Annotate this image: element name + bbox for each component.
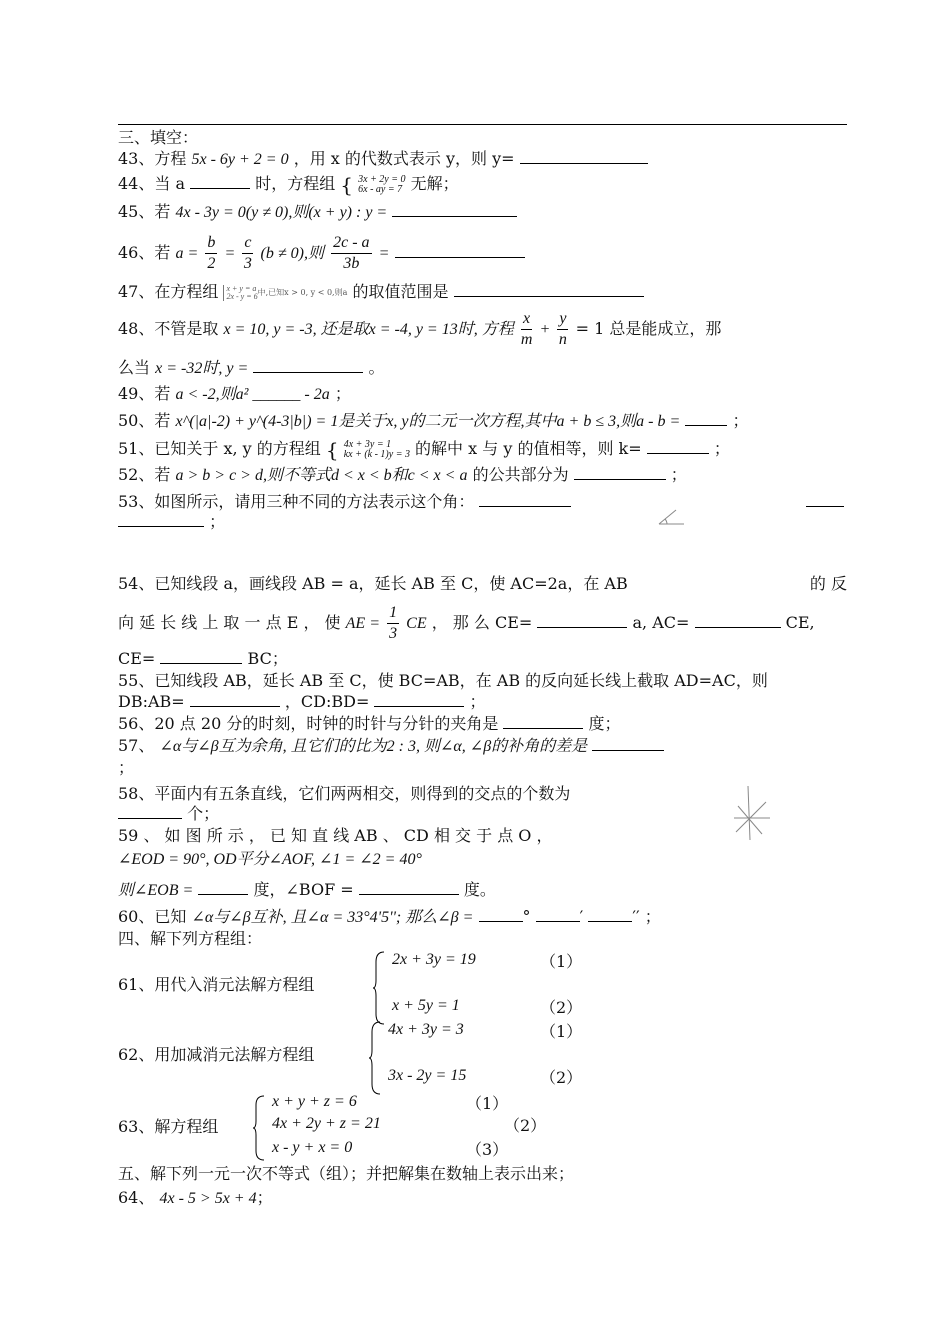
q43-text: 43、方程 bbox=[118, 149, 187, 168]
q46-numerator-3: 2c - a bbox=[331, 233, 371, 254]
q62-label-1: （1） bbox=[540, 1022, 583, 1041]
q46-denominator-2: 3 bbox=[243, 255, 252, 272]
question-59-line-2: ∠EOD = 90°, OD平分∠AOF, ∠1 = ∠2 = 40° bbox=[118, 851, 422, 868]
q44-system bbox=[358, 175, 405, 195]
question-53 bbox=[118, 492, 571, 512]
q46-fraction-c-over-3 bbox=[242, 233, 253, 274]
q51-brace: { bbox=[325, 437, 339, 462]
q54-answer-blank-3[interactable] bbox=[160, 649, 242, 664]
q55-answer-blank-2[interactable] bbox=[374, 692, 464, 707]
header-rule bbox=[118, 124, 847, 125]
q56-text-2: 度； bbox=[588, 714, 621, 733]
q50-semicolon: ； bbox=[732, 411, 749, 430]
question-46 bbox=[118, 233, 525, 274]
question-53-line-2 bbox=[118, 512, 225, 532]
q46-fraction-b-over-2 bbox=[205, 233, 217, 274]
q51-system-eq1: 4x + 3y = 1 bbox=[343, 438, 392, 450]
q51-text-2: 的解中 x 与 y 的值相等，则 k= bbox=[415, 439, 642, 458]
q56-answer-blank[interactable] bbox=[503, 714, 583, 729]
q60-statement: ∠α与∠β互补, 且∠α = 33°4'5''; 那么∠β = bbox=[191, 909, 474, 926]
q62-eq1: 4x + 3y = 3 bbox=[388, 1021, 464, 1038]
q61-label-2: （2） bbox=[540, 998, 583, 1017]
question-63: 63、解方程组 bbox=[118, 1117, 219, 1136]
q59-answer-blank-2[interactable] bbox=[359, 880, 459, 895]
q55-semicolon: ； bbox=[469, 692, 486, 711]
q45-text: 45、若 bbox=[118, 202, 171, 221]
q55-text-2: ，CD:BD= bbox=[284, 692, 370, 711]
q51-system bbox=[344, 440, 410, 460]
q63-label-3: （3） bbox=[466, 1140, 509, 1159]
q51-answer-blank[interactable] bbox=[647, 439, 709, 454]
q48-numerator-x: x bbox=[521, 309, 533, 330]
question-55: 55、已知线段 AB，延长 AB 至 C，使 BC=AB，在 AB 的反向延长线上截取 AD=AC，则 bbox=[118, 671, 768, 690]
q48-period: 。 bbox=[368, 358, 385, 377]
q51-semicolon: ； bbox=[713, 439, 730, 458]
q62-label-2: （2） bbox=[540, 1068, 583, 1087]
question-56 bbox=[118, 714, 621, 734]
q46-text: 46、若 bbox=[118, 243, 171, 262]
q60-semicolon: ； bbox=[644, 907, 661, 926]
q53-text: 53、如图所示，请用三种不同的方法表示这个角： bbox=[118, 492, 475, 511]
q60-second-sign: ′′ bbox=[632, 907, 640, 926]
q44-text: 44、当 a bbox=[118, 174, 185, 193]
q64-inequality: 4x - 5 > 5x + 4 bbox=[159, 1190, 257, 1207]
q46-equals-2: = bbox=[378, 245, 390, 262]
question-57 bbox=[118, 736, 664, 757]
q48-fraction-x-over-m bbox=[521, 309, 533, 350]
q61-eq1: 2x + 3y = 19 bbox=[392, 951, 476, 968]
q54-numerator: 1 bbox=[387, 603, 399, 624]
q45-answer-blank[interactable] bbox=[392, 202, 517, 217]
q44-system-eq2: 6x - ay = 7 bbox=[358, 183, 403, 195]
q62-eq2: 3x - 2y = 15 bbox=[388, 1067, 467, 1084]
q59-bof: 度，∠BOF = bbox=[253, 880, 354, 899]
q48-plus: + bbox=[539, 321, 551, 338]
section-4-title: 四、解下列方程组： bbox=[118, 929, 263, 948]
q63-eq3: x - y + x = 0 bbox=[272, 1139, 353, 1156]
q43-equation: 5x - 6y + 2 = 0 bbox=[191, 151, 289, 168]
angle-figure-icon bbox=[656, 505, 688, 527]
question-60 bbox=[118, 907, 661, 928]
q54-text-3: ， 那 么 CE= bbox=[431, 613, 533, 632]
q47-system bbox=[223, 285, 257, 301]
q48-denominator-n: n bbox=[558, 331, 567, 348]
q46-condition: (b ≠ 0),则 bbox=[260, 245, 324, 262]
q54-denominator: 3 bbox=[389, 625, 398, 642]
q52-answer-blank[interactable] bbox=[574, 465, 666, 480]
q48-text: 48、不管是取 bbox=[118, 319, 219, 338]
q60-minute-sign: ′ bbox=[579, 907, 584, 926]
q49-text: 49、若 bbox=[118, 384, 171, 403]
q46-answer-blank[interactable] bbox=[395, 243, 525, 258]
question-47 bbox=[118, 282, 644, 302]
q48-text-2: = 1 总是能成立，那 bbox=[575, 319, 722, 338]
q46-numerator-2: c bbox=[242, 233, 253, 254]
question-54-line-2 bbox=[118, 603, 815, 644]
q48-answer-blank[interactable] bbox=[253, 358, 363, 373]
q61-eq2: x + 5y = 1 bbox=[392, 997, 460, 1014]
q59-answer-blank-1[interactable] bbox=[198, 880, 248, 895]
q63-eq2: 4x + 2y + z = 21 bbox=[272, 1115, 381, 1132]
question-62: 62、用加减消元法解方程组 bbox=[118, 1045, 315, 1064]
q58-text-2: 个； bbox=[187, 804, 220, 823]
q54-text-5: CE, bbox=[785, 613, 815, 632]
q45-equation: 4x - 3y = 0(y ≠ 0),则(x + y) : y = bbox=[175, 204, 388, 221]
section-3-title: 三、填空： bbox=[118, 128, 199, 147]
question-43 bbox=[118, 149, 648, 170]
question-49 bbox=[118, 384, 351, 405]
q47-condition-note: 中,已知x > 0, y < 0,则a bbox=[257, 287, 348, 297]
q46-denominator-3: 3b bbox=[343, 255, 360, 272]
q46-lhs: a = bbox=[175, 245, 199, 262]
q47-answer-blank[interactable] bbox=[454, 282, 644, 297]
q53-semicolon: ； bbox=[209, 512, 226, 531]
q57-answer-blank[interactable] bbox=[592, 736, 664, 751]
q47-text-2: 的取值范围是 bbox=[352, 282, 449, 301]
q60-text: 60、已知 bbox=[118, 907, 187, 926]
question-48-line-2 bbox=[118, 358, 384, 379]
q52-semicolon: ； bbox=[670, 465, 687, 484]
question-44 bbox=[118, 174, 459, 195]
question-45 bbox=[118, 202, 517, 223]
intersecting-lines-figure-icon bbox=[728, 784, 776, 842]
q48-text-3: 么当 bbox=[118, 358, 151, 377]
q62-brace-icon bbox=[368, 1020, 382, 1096]
question-59-line-3 bbox=[118, 880, 496, 901]
q43-text-2: ，用 x 的代数式表示 y，则 y= bbox=[293, 149, 515, 168]
q55-answer-blank-1[interactable] bbox=[190, 692, 280, 707]
q47-system-eq2: 2x - y = 6 bbox=[226, 291, 258, 301]
q58-text: 58、平面内有五条直线，它们两两相交，则得到的交点的个数为 bbox=[118, 784, 571, 803]
q54-fraction-one-third bbox=[387, 603, 399, 644]
q44-text-3: 无解； bbox=[410, 174, 459, 193]
q52-text-2: 的公共部分为 bbox=[472, 465, 569, 484]
q55-text: DB:AB= bbox=[118, 692, 185, 711]
q48-condition: x = 10, y = -3, 还是取x = -4, y = 13时, 方程 bbox=[223, 321, 514, 338]
q57-text: 57、 bbox=[118, 736, 155, 755]
q54-ce: CE bbox=[406, 615, 427, 632]
q47-system-eq1: x + y = a bbox=[226, 283, 257, 293]
q50-answer-blank[interactable] bbox=[685, 411, 727, 426]
q63-label-2: （2） bbox=[504, 1116, 547, 1135]
question-64 bbox=[118, 1188, 273, 1209]
question-61: 61、用代入消元法解方程组 bbox=[118, 975, 315, 994]
q64-semicolon: ； bbox=[256, 1188, 273, 1207]
q54-answer-blank-2[interactable] bbox=[695, 613, 781, 628]
q57-statement: ∠α与∠β互为余角, 且它们的比为2 : 3, 则∠α, ∠β的补角的差是 bbox=[159, 738, 588, 755]
q50-equation: x^(|a|-2) + y^(4-3|b|) = 1是关于x, y的二元一次方程,其中a + b ≤ 3,则a - b = bbox=[175, 413, 681, 430]
q59-text: 度。 bbox=[463, 880, 496, 899]
q54-text-6: CE= bbox=[118, 649, 156, 668]
question-54-line-3 bbox=[118, 649, 288, 669]
question-51 bbox=[118, 439, 730, 460]
q53-answer-blank-3[interactable] bbox=[118, 512, 204, 527]
q63-label-1: （1） bbox=[466, 1094, 509, 1113]
q52-condition: a > b > c > d,则不等式d < x < b和c < x < a bbox=[175, 467, 468, 484]
q54-text-7: BC； bbox=[247, 649, 288, 668]
q54-text-2: 向 延 长 线 上 取 一 点 E ， 使 bbox=[118, 613, 341, 632]
q61-brace-icon bbox=[372, 950, 386, 1026]
question-52 bbox=[118, 465, 687, 486]
q48-fraction-y-over-n bbox=[557, 309, 568, 350]
q56-text: 56、20 点 20 分的时刻，时钟的时针与分针的夹角是 bbox=[118, 714, 499, 733]
q48-denominator-m: m bbox=[520, 331, 533, 348]
question-57-line-2: ； bbox=[118, 758, 135, 777]
question-48 bbox=[118, 309, 721, 350]
q44-brace: { bbox=[340, 172, 354, 197]
q54-text: 54、已知线段 a，画线段 AB = a，延长 AB 至 C，使 AC=2a，在 AB bbox=[118, 574, 628, 593]
q51-system-eq2: kx + (k - 1)y = 3 bbox=[343, 448, 410, 460]
q63-brace-icon bbox=[252, 1094, 266, 1162]
q46-denominator-1: 2 bbox=[207, 255, 216, 272]
question-58-line-2 bbox=[118, 804, 219, 824]
q49-semicolon: ； bbox=[334, 384, 351, 403]
q54-text-right: 的 反 bbox=[809, 574, 847, 593]
q44-answer-blank[interactable] bbox=[190, 174, 250, 189]
question-55-line-2 bbox=[118, 692, 486, 712]
question-59: 59 、 如 图 所 示 ， 已 知 直 线 AB 、 CD 相 交 于 点 O ， bbox=[118, 826, 553, 845]
q46-equals: = bbox=[224, 245, 236, 262]
q44-system-eq1: 3x + 2y = 0 bbox=[358, 173, 406, 185]
q53-answer-blank-1[interactable] bbox=[479, 492, 571, 507]
q60-degree-sign: ° bbox=[522, 907, 531, 926]
q54-text-4: a, AC= bbox=[632, 613, 690, 632]
q46-fraction-target bbox=[331, 233, 371, 274]
q64-text: 64、 bbox=[118, 1188, 155, 1207]
q59-eob: 则∠EOB = bbox=[118, 882, 194, 899]
q48-numerator-y: y bbox=[557, 309, 568, 330]
q44-text-2: 时，方程组 bbox=[255, 174, 336, 193]
q61-label-1: （1） bbox=[540, 952, 583, 971]
q60-seconds-blank[interactable] bbox=[588, 907, 632, 922]
q52-text: 52、若 bbox=[118, 465, 171, 484]
question-54 bbox=[118, 574, 847, 594]
q50-text: 50、若 bbox=[118, 411, 171, 430]
q54-ae: AE = bbox=[345, 615, 380, 632]
q49-expression: a < -2,则a² ______ - 2a bbox=[175, 386, 330, 403]
q48-target: x = -32时, y = bbox=[155, 360, 249, 377]
question-58 bbox=[118, 784, 570, 804]
q54-answer-blank-1[interactable] bbox=[537, 613, 627, 628]
q46-numerator-1: b bbox=[205, 233, 217, 254]
q47-text: 47、在方程组 bbox=[118, 282, 219, 301]
q63-eq1: x + y + z = 6 bbox=[272, 1093, 357, 1110]
section-5-title: 五、解下列一元一次不等式（组）；并把解集在数轴上表示出来； bbox=[118, 1164, 575, 1183]
q43-answer-blank[interactable] bbox=[520, 149, 648, 164]
q53-answer-blank-2[interactable] bbox=[806, 492, 844, 507]
q58-answer-blank[interactable] bbox=[118, 804, 182, 819]
q51-text: 51、已知关于 x, y 的方程组 bbox=[118, 439, 321, 458]
question-50 bbox=[118, 411, 748, 432]
q60-degrees-blank[interactable] bbox=[479, 907, 523, 922]
q60-minutes-blank[interactable] bbox=[536, 907, 580, 922]
